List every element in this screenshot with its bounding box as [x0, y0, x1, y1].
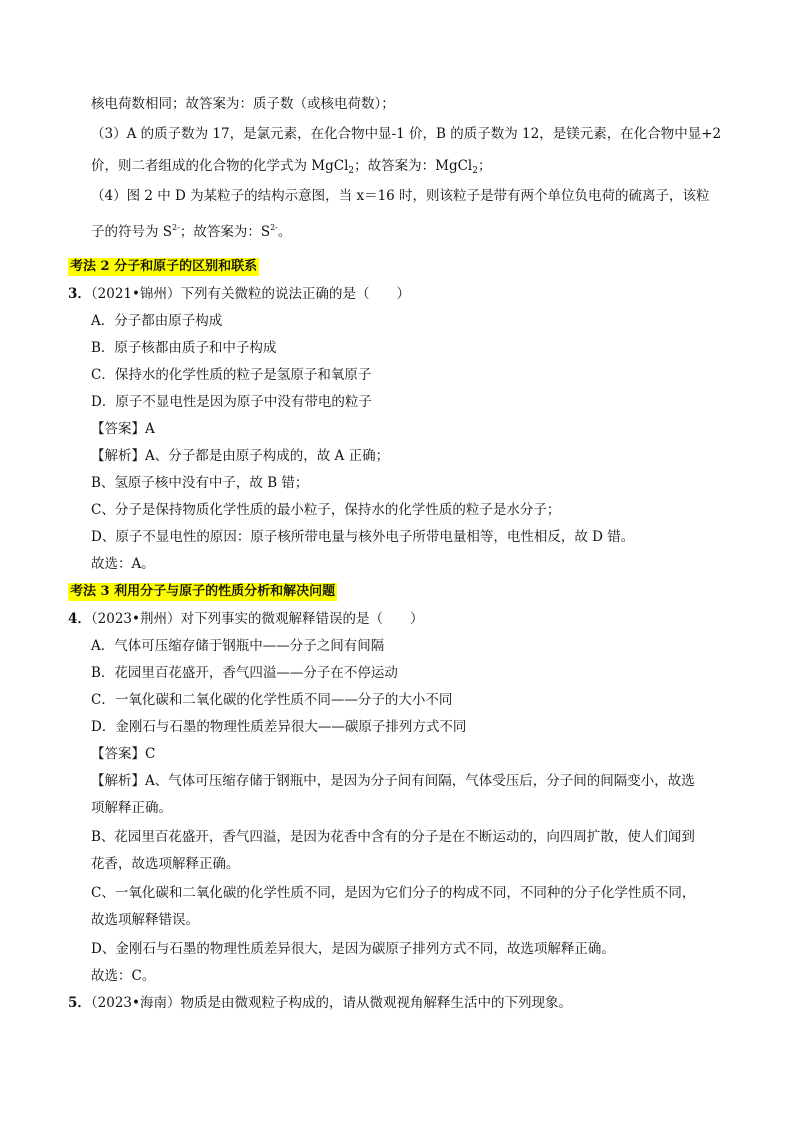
question	[68, 609, 423, 629]
question-stem: （2021•锦州）下列有关微粒的说法正确的是（ ）	[90, 286, 410, 302]
analysis-line: 故选项解释错误。	[91, 912, 199, 928]
analysis-line: 【解析】A、分子都是由原子构成的，故 A 正确；	[91, 448, 390, 464]
option: C．保持水的化学性质的粒子是氢原子和氧原子	[91, 367, 372, 383]
question-number: 3．	[68, 286, 91, 302]
analysis-line: 故选：C。	[91, 968, 156, 984]
text-fragment: ；故答案为：MgCl	[354, 158, 473, 174]
analysis-line: D、金刚石与石墨的物理性质差异很大，是因为碳原子排列方式不同，故选项解释正确。	[91, 941, 615, 957]
option: B．花园里百花盛开，香气四溢——分子在不停运动	[91, 665, 398, 681]
text-line: （4）图 2 中 D 为某粒子的结构示意图，当 x＝16 时，则该粒子是带有两个单位负电荷的硫离子，该粒	[91, 188, 710, 204]
question-number: 5．	[68, 995, 91, 1011]
text-line: 核电荷数相同；故答案为：质子数（或核电荷数）；	[91, 96, 395, 112]
option: A．气体可压缩存储于钢瓶中——分子之间有间隔	[91, 638, 385, 654]
text-line	[91, 156, 492, 181]
section-heading: 考法 2 分子和原子的区别和联系	[70, 259, 258, 274]
analysis-line: B、氢原子核中没有中子，故 B 错；	[91, 475, 309, 491]
text-fragment: ；	[478, 158, 492, 174]
text-fragment: 。	[277, 224, 292, 240]
option: A．分子都由原子构成	[91, 313, 223, 329]
subscript: 2	[472, 166, 478, 176]
analysis-line: D、原子不显电性的原因：原子核所带电量与核外电子所带电量相等，电性相反，故 D 错。	[91, 529, 635, 545]
analysis-line: C、一氧化碳和二氧化碳的化学性质不同，是因为它们分子的构成不同，不同种的分子化学性质不同，	[91, 885, 696, 901]
question	[68, 284, 410, 304]
analysis-line: B、花园里百花盛开，香气四溢，是因为花香中含有的分子是在不断运动的，向四周扩散，使人们闻到	[91, 829, 695, 845]
option: B．原子核都由质子和中子构成	[91, 340, 277, 356]
analysis-line: 花香，故选项解释正确。	[91, 856, 240, 872]
text-fragment: ；故答案为：S	[179, 224, 271, 240]
text-fragment: 价，则二者组成的化合物的化学式为 MgCl	[91, 158, 349, 174]
answer: 【答案】A	[91, 421, 155, 437]
option: D．原子不显电性是因为原子中没有带电的粒子	[91, 394, 372, 410]
superscript: 2-	[172, 223, 180, 232]
analysis-line: C、分子是保持物质化学性质的最小粒子，保持水的化学性质的粒子是水分子；	[91, 502, 561, 518]
text-line: （3）A 的质子数为 17，是氯元素，在化合物中显-1 价，B 的质子数为 12，是镁元素，在化合物中显+2	[91, 126, 722, 142]
analysis-line: 项解释正确。	[91, 800, 172, 816]
question-stem: （2023•荆州）对下列事实的微观解释错误的是（ ）	[90, 611, 424, 627]
text-fragment: 子的符号为 S	[91, 224, 173, 240]
answer: 【答案】C	[91, 746, 156, 762]
question-number: 4．	[68, 611, 91, 627]
section-heading: 考法 3 利用分子与原子的性质分析和解决问题	[70, 584, 336, 599]
question-stem: （2023•海南）物质是由微观粒子构成的，请从微观视角解释生活中的下列现象。	[90, 995, 572, 1011]
subscript: 2	[348, 166, 355, 176]
option: D．金刚石与石墨的物理性质差异很大——碳原子排列方式不同	[91, 719, 467, 735]
option: C．一氧化碳和二氧化碳的化学性质不同——分子的大小不同	[91, 692, 453, 708]
analysis-line: 【解析】A、气体可压缩存储于钢瓶中，是因为分子间有间隔，气体受压后，分子间的间隔变小，故选	[91, 773, 695, 789]
superscript: 2-	[270, 223, 278, 232]
analysis-line: 故选：A。	[91, 556, 155, 572]
text-line	[91, 218, 291, 242]
question	[68, 993, 572, 1013]
